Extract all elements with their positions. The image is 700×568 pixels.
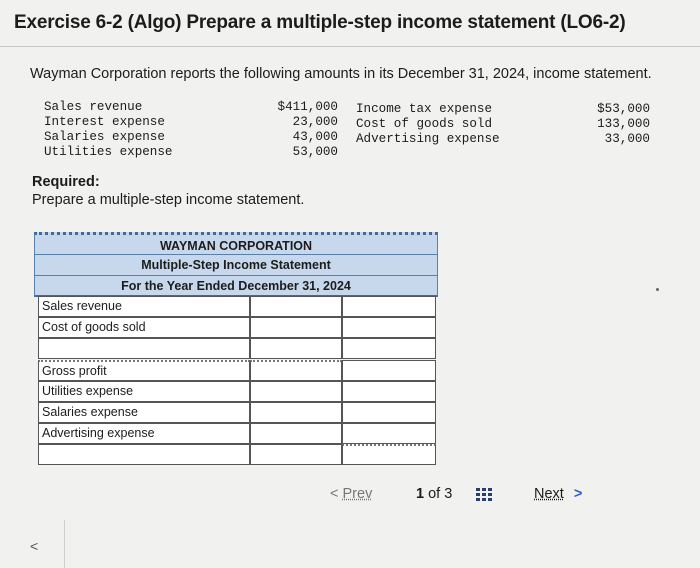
table-row: [38, 381, 438, 402]
row-label-input[interactable]: Utilities expense: [38, 381, 250, 402]
row-label-input[interactable]: Sales revenue: [38, 296, 250, 317]
amounts-left-values: [272, 100, 338, 160]
amount-input[interactable]: [342, 402, 436, 423]
table-row: [38, 360, 438, 381]
page-current: 1: [416, 486, 425, 502]
page-of: of 3: [428, 486, 453, 502]
amount-input[interactable]: [250, 317, 342, 338]
page-title: Exercise 6-2 (Algo) Prepare a multiple-step income statement (LO6-2): [14, 12, 626, 33]
prev-button[interactable]: [330, 486, 372, 502]
amount-name: Interest expense: [44, 115, 165, 129]
header-divider: [0, 46, 700, 47]
table-row: [38, 296, 438, 317]
intro-text: Wayman Corporation reports the following amounts in its December 31, 2024, income statement.: [30, 66, 652, 82]
bottom-divider: [64, 520, 65, 568]
required-label: Required:: [32, 174, 100, 190]
amount-input[interactable]: [342, 381, 436, 402]
amount-value: 23,000: [292, 115, 338, 129]
row-label-input[interactable]: [38, 444, 250, 465]
row-label-input[interactable]: Advertising expense: [38, 423, 250, 444]
amount-input[interactable]: [250, 402, 342, 423]
page-indicator: [416, 486, 452, 502]
amount-value: 43,000: [292, 130, 338, 144]
amount-input[interactable]: [250, 338, 342, 359]
amount-value: $53,000: [597, 102, 650, 116]
amount-input[interactable]: [250, 296, 342, 317]
statement-company: WAYMAN CORPORATION: [34, 232, 438, 256]
table-row: [38, 317, 438, 338]
amount-name: Utilities expense: [44, 145, 173, 159]
chevron-left-icon: <: [330, 486, 339, 502]
prev-label: Prev: [342, 486, 373, 502]
row-label-input[interactable]: [38, 338, 250, 359]
grid-icon[interactable]: [476, 488, 494, 503]
table-row: [38, 423, 438, 444]
amount-input[interactable]: [342, 423, 436, 444]
amount-name: Salaries expense: [44, 130, 165, 144]
amount-input[interactable]: [250, 423, 342, 444]
stray-dot: [656, 288, 659, 291]
amount-input[interactable]: [342, 360, 436, 381]
next-button[interactable]: [534, 486, 582, 502]
amount-name: Sales revenue: [44, 100, 143, 114]
table-row: [38, 444, 438, 465]
amount-input[interactable]: [342, 338, 436, 359]
chevron-left-icon[interactable]: <: [30, 538, 39, 554]
amount-input[interactable]: [250, 381, 342, 402]
amount-value: $411,000: [277, 100, 338, 114]
amounts-left-names: [44, 100, 172, 160]
statement-period: For the Year Ended December 31, 2024: [34, 275, 438, 297]
amount-value: 133,000: [597, 117, 650, 131]
amount-value: 33,000: [604, 132, 650, 146]
next-label: Next: [534, 486, 564, 502]
amount-name: Advertising expense: [356, 132, 500, 146]
amount-input[interactable]: [250, 444, 342, 465]
amount-input[interactable]: [342, 296, 436, 317]
row-label-input[interactable]: Gross profit: [38, 360, 250, 381]
table-row: [38, 402, 438, 423]
amount-name: Income tax expense: [356, 102, 493, 116]
amounts-right-names: [356, 102, 500, 147]
income-statement-worksheet: [34, 228, 438, 462]
amount-name: Cost of goods sold: [356, 117, 493, 131]
amount-value: 53,000: [292, 145, 338, 159]
amount-input[interactable]: [250, 360, 342, 381]
chevron-right-icon: >: [573, 486, 583, 502]
required-text: Prepare a multiple-step income statement.: [32, 192, 305, 208]
amounts-right-values: [588, 102, 650, 147]
statement-name: Multiple-Step Income Statement: [34, 254, 438, 276]
amount-input[interactable]: [342, 317, 436, 338]
row-label-input[interactable]: Cost of goods sold: [38, 317, 250, 338]
table-row: [38, 338, 438, 359]
amount-input[interactable]: [342, 444, 436, 465]
row-label-input[interactable]: Salaries expense: [38, 402, 250, 423]
